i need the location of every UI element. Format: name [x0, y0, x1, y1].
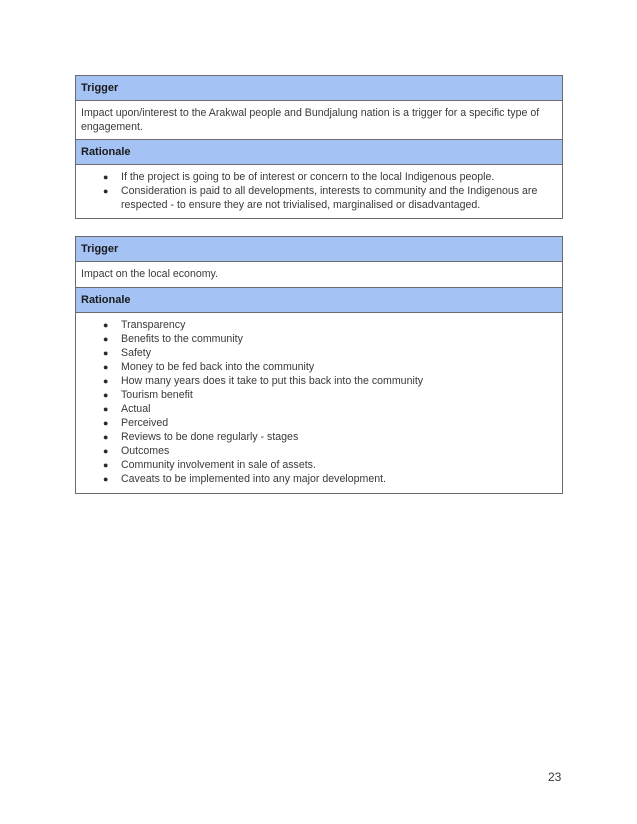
trigger-heading: Trigger: [76, 237, 562, 262]
rationale-item: [103, 444, 557, 458]
rationale-item: [103, 416, 557, 430]
bullet-icon: ●: [103, 446, 109, 456]
rationale-item: [103, 318, 557, 332]
rationale-heading: Rationale: [76, 288, 562, 313]
bullet-icon: ●: [103, 334, 109, 344]
rationale-item-text: Reviews to be done regularly - stages: [121, 431, 299, 443]
rationale-item: [103, 170, 557, 184]
bullet-icon: ●: [103, 432, 109, 442]
rationale-item: [103, 472, 557, 486]
rationale-item-text: Benefits to the community: [121, 333, 243, 345]
rationale-list: [81, 170, 557, 212]
rationale-heading: Rationale: [76, 140, 562, 165]
bullet-icon: ●: [103, 172, 109, 182]
rationale-body: [76, 313, 562, 493]
rationale-item-text: Perceived: [121, 417, 169, 429]
rationale-item-text: Community involvement in sale of assets.: [121, 459, 316, 471]
bullet-icon: ●: [103, 418, 109, 428]
trigger-heading: Trigger: [76, 76, 562, 101]
rationale-item-text: How many years does it take to put this back into the community: [121, 375, 424, 387]
trigger-table-2: [75, 236, 563, 494]
rationale-item-text: Safety: [121, 347, 152, 359]
bullet-icon: ●: [103, 474, 109, 484]
rationale-item-text: If the project is going to be of interest or concern to the local Indigenous people.: [121, 171, 495, 183]
rationale-item: [103, 346, 557, 360]
rationale-item: [103, 388, 557, 402]
bullet-icon: ●: [103, 460, 109, 470]
bullet-icon: ●: [103, 186, 109, 196]
rationale-item: [103, 430, 557, 444]
rationale-item-text: Tourism benefit: [121, 389, 193, 401]
rationale-list: [81, 318, 557, 486]
rationale-item: [103, 184, 557, 212]
rationale-item-text: Consideration is paid to all developments, interests to community and the Indigenous are respected - to ensure they are not trivialised, marginalised or disadvantaged.: [121, 185, 538, 211]
rationale-item: [103, 332, 557, 346]
rationale-item: [103, 402, 557, 416]
rationale-item-text: Transparency: [121, 319, 186, 331]
rationale-item-text: Caveats to be implemented into any major development.: [121, 473, 386, 485]
bullet-icon: ●: [103, 348, 109, 358]
rationale-item-text: Money to be fed back into the community: [121, 361, 315, 373]
page-number: 23: [548, 770, 562, 784]
trigger-table-1: [75, 75, 563, 219]
trigger-text: Impact on the local economy.: [76, 262, 562, 288]
bullet-icon: ●: [103, 320, 109, 330]
rationale-item-text: Actual: [121, 403, 151, 415]
bullet-icon: ●: [103, 404, 109, 414]
trigger-text: Impact upon/interest to the Arakwal people and Bundjalung nation is a trigger for a specific type of engagement.: [76, 101, 562, 140]
rationale-item: [103, 374, 557, 388]
bullet-icon: ●: [103, 376, 109, 386]
rationale-body: [76, 165, 562, 218]
bullet-icon: ●: [103, 390, 109, 400]
rationale-item: [103, 360, 557, 374]
rationale-item: [103, 458, 557, 472]
bullet-icon: ●: [103, 362, 109, 372]
rationale-item-text: Outcomes: [121, 445, 170, 457]
